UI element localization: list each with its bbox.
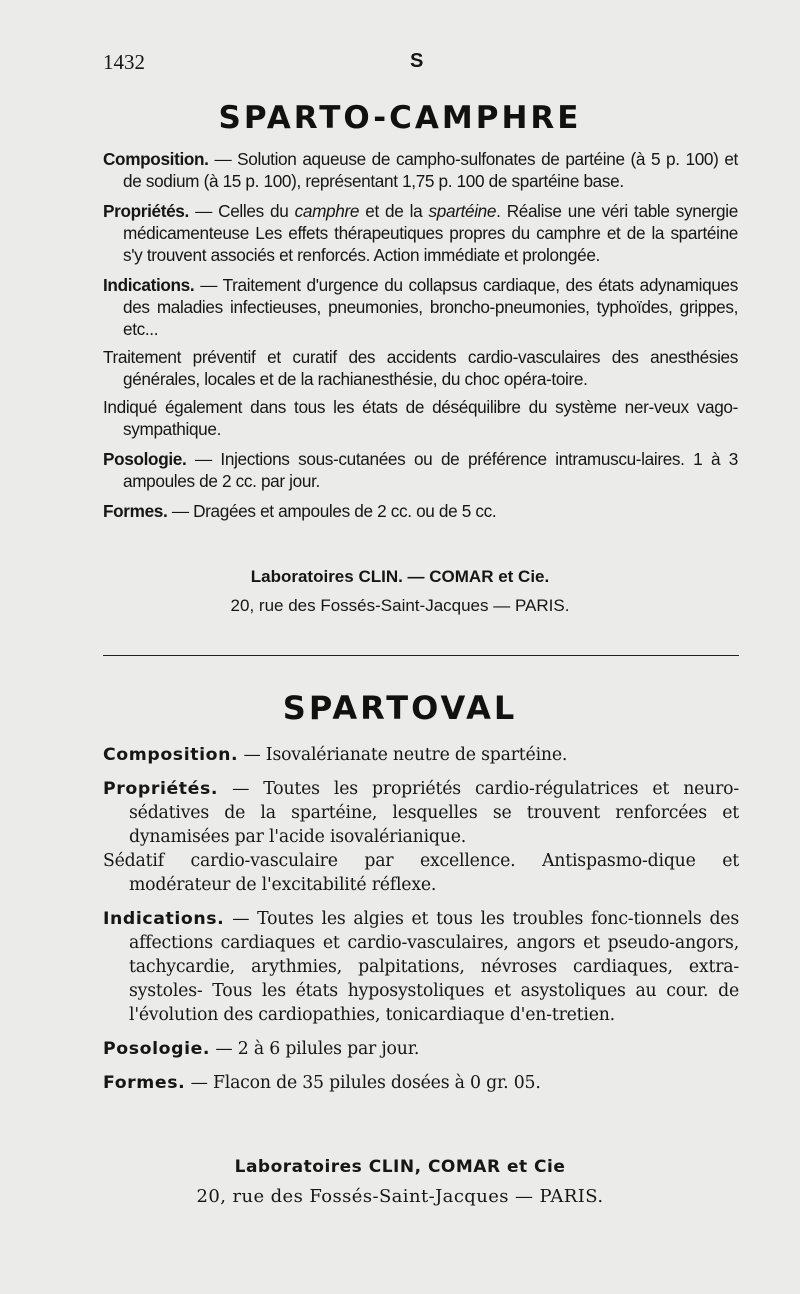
- proprietes-text-start: — Celles du: [195, 201, 289, 221]
- sparto-indique: Indiqué également dans tous les états de déséquilibre du système ner-veux vago-sympathique.: [103, 397, 738, 439]
- indications-text: — Traitement d'urgence du collapsus cardiaque, des états adynamiques des maladies infectieuses, pneumonies, broncho-pneumonies, typhoïdes, grippes, etc...: [123, 275, 738, 339]
- spartoval-sedatif: Sédatif cardio-vasculaire par excellence. Antispasmo-dique et modérateur de l'excitabilité réflexe.: [103, 851, 739, 895]
- spartoval-composition: [103, 743, 739, 767]
- sparto-traitement: Traitement préventif et curatif des accidents cardio-vasculaires des anesthésies générales, locales et de la rachianesthésie, du choc opéra-toire.: [103, 347, 738, 389]
- proprietes-text: — Toutes les propriétés cardio-régulatrices et neuro-sédatives de la spartéine, lesquelles se trouvent renforcées et dynamisées par l'acide isovalérianique.: [129, 779, 739, 847]
- page-number: 1432: [103, 50, 145, 74]
- composition-text: — Isovalérianate neutre de spartéine.: [243, 745, 568, 765]
- proprietes-label: Propriétés.: [103, 779, 219, 799]
- spartoval-posologie: [103, 1037, 739, 1061]
- section-letter: S: [410, 50, 424, 72]
- composition-label: Composition.: [103, 149, 209, 169]
- sparto-composition: [103, 148, 738, 192]
- section-divider: [103, 655, 739, 656]
- spartoval-indications: [103, 907, 739, 1027]
- proprietes-text-mid: et de la: [365, 201, 423, 221]
- spartoval-address: 20, rue des Fossés-Saint-Jacques — PARIS.: [196, 1186, 604, 1207]
- sparto-camphre-title: SPARTO-CAMPHRE: [218, 100, 582, 136]
- spartoval-formes: [103, 1071, 739, 1095]
- posologie-text: — Injections sous-cutanées ou de préférence intramuscu-laires. 1 à 3 ampoules de 2 cc. par jour.: [123, 449, 738, 491]
- sparto-laboratory: Laboratoires CLIN. — COMAR et Cie.: [250, 567, 550, 586]
- spartoval-laboratory: Laboratoires CLIN, COMAR et Cie: [234, 1157, 566, 1177]
- formes-label: Formes.: [103, 501, 168, 521]
- proprietes-camphre: camphre: [294, 201, 360, 221]
- sparto-proprietes: [103, 200, 738, 266]
- indications-label: Indications.: [103, 275, 195, 295]
- sparto-address: 20, rue des Fossés-Saint-Jacques — PARIS.: [230, 596, 570, 615]
- formes-text: — Flacon de 35 pilules dosées à 0 gr. 05.: [190, 1073, 541, 1093]
- sparto-camphre-body: [103, 148, 738, 522]
- sparto-indications: [103, 274, 738, 340]
- proprietes-text-end: . Réalise une véri table synergie médicamenteuse Les effets thérapeutiques propres du camphre et de la spartéine s'y trouvent associés et renforcés. Action immédiate et prolongée.: [123, 201, 738, 265]
- posologie-label: Posologie.: [103, 1039, 211, 1059]
- spartoval-proprietes: [103, 777, 739, 849]
- indications-text: — Toutes les algies et tous les troubles fonc-tionnels des affections cardiaques et cardio-vasculaires, angors et pseudo-angors, tachycardie, arythmies, palpitations, névroses cardiaques, extra-systoles- Tous les états hyposystoliques et asystoliques au cour. de l'évolution des cardiopathies, tonicardiaque d'en-tretien.: [129, 909, 739, 1025]
- composition-text: — Solution aqueuse de campho-sulfonates de partéine (à 5 p. 100) et de sodium (à 15 p. 100), représentant 1,75 p. 100 de spartéine base.: [123, 149, 738, 191]
- sparto-posologie: [103, 448, 738, 492]
- spartoval-body: [103, 743, 739, 1095]
- proprietes-label: Propriétés.: [103, 201, 189, 221]
- formes-label: Formes.: [103, 1073, 186, 1093]
- indications-label: Indications.: [103, 909, 225, 929]
- spartoval-title: SPARTOVAL: [282, 689, 518, 727]
- posologie-text: — 2 à 6 pilules par jour.: [215, 1039, 420, 1059]
- posologie-label: Posologie.: [103, 449, 187, 469]
- sparto-formes: [103, 500, 738, 522]
- formes-text: — Dragées et ampoules de 2 cc. ou de 5 cc.: [171, 501, 497, 521]
- proprietes-sparteine: spartéine: [428, 201, 497, 221]
- composition-label: Composition.: [103, 745, 239, 765]
